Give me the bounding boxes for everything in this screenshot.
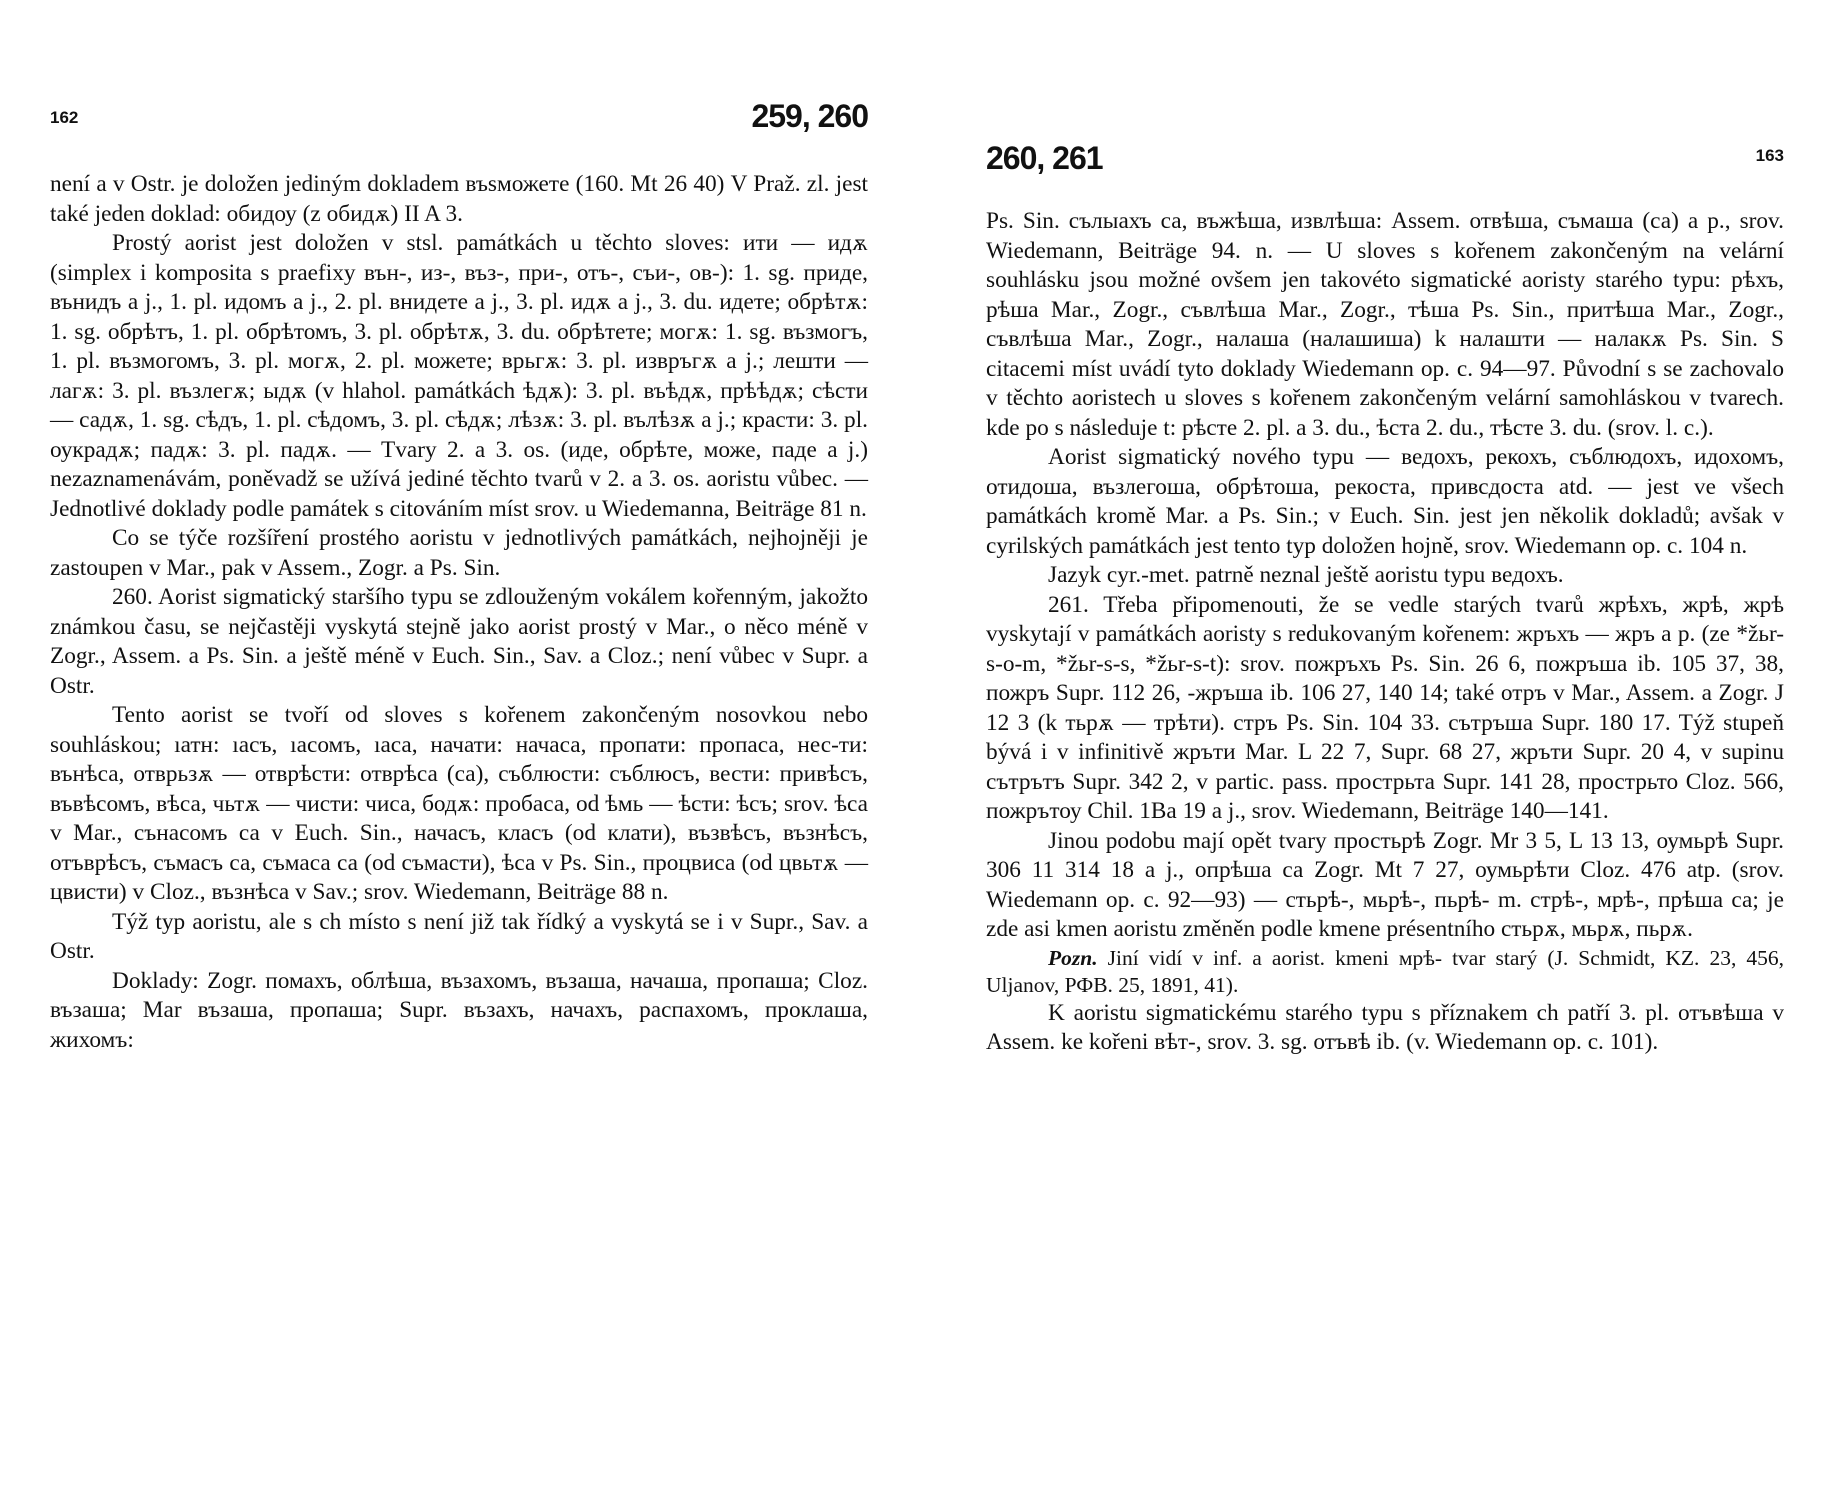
- paragraph: Jazyk cyr.-met. patrně neznal ještě aoristu typu ведохъ.: [1048, 562, 1564, 588]
- footnote: [986, 945, 1784, 999]
- running-head: 259, 260: [751, 98, 868, 134]
- left-page-body: [50, 170, 868, 1055]
- paragraph: Prostý aorist jest doložen v stsl. památkách u těchto sloves: ити — идѫ (simplex i komposita s praefixy вън-, из-, въз-, при-, отъ-, съи-, ов-): 1. sg. приде, вънидъ a j., 1. pl. идомъ a j., 2. pl. внидете a j., 3. pl. идѫ a j., 3. du. идете; обрѣтѫ: 1. sg. обрѣтъ, 1. pl. обрѣтомъ, 3. pl. обрѣтѫ, 3. du. обрѣтете; могѫ: 1. sg. възмогъ, 1. pl. възмогомъ, 3. pl. могѫ, 2. pl. можете; врьгѫ: 3. pl. извръгѫ a j.; лешти — лагѫ: 3. pl. възлегѫ; ыдѫ (v hlahol. památkách ѣдѫ): 3. pl. въѣдѫ, прѣѣдѫ; сѣсти — садѫ, 1. sg. сѣдъ, 1. pl. сѣдомъ, 3. pl. сѣдѫ; лѣзѫ: 3. pl. вълѣзѫ a j.; красти: 3. pl. оукрадѫ; падѫ: 3. pl. падѫ. — Tvary 2. a 3. os. (иде, обрѣте, може, паде a j.) nezaznamenávám, poněvadž se užívá jediné těchto tvarů v 2. a 3. os. aoristu vůbec. — Jednotlivé doklady podle památek s citováním míst srov. u Wiedemanna, Beiträge 81 n.: [50, 230, 868, 522]
- paragraph: 260. Aorist sigmatický staršího typu se zdlouženým vokálem kořenným, jakožto známkou času, se nejčastěji vyskytá stejně jako aorist prostý v Mar., o něco méně v Zogr., Assem. a Ps. Sin. a ještě méně v Euch. Sin., Sav. a Cloz.; není vůbec v Supr. a Ostr.: [50, 584, 868, 699]
- paragraph: Tento aorist se tvoří od sloves s kořenem zakončeným nosovkou nebo souhláskou; ıатн: ıасъ, ıасомъ, ıаса, начати: начаса, пропати: пропаса, нес-ти: вънѣса, отврьзѫ — отврѣсти: отврѣса (са), съблюсти: съблюсъ, вести: привѣсъ, въвѣсомъ, вѣса, чьтѫ — чисти: чиса, бодѫ: пробаса, od ѣмь — ѣсти: ѣсъ; srov. ѣса v Mar., сънасомъ са v Euch. Sin., начасъ, класъ (od клати), възвѣсъ, възнѣсъ, отъврѣсъ, съмасъ са, съмаса са (od съмасти), ѣса v Ps. Sin., процвиса (od цвьтѫ — цвисти) v Cloz., възнѣса v Sav.; srov. Wiedemann, Beiträge 88 n.: [50, 702, 868, 905]
- right-page-header: [986, 140, 1784, 180]
- paragraph: Doklady: Zogr. помахъ, облѣша, възахомъ, възаша, начаша, пропаша; Cloz. възаша; Mar възаша, пропаша; Supr. възахъ, начахъ, распахомъ, проклаша, жихомъ:: [50, 967, 868, 1053]
- paragraph: Týž typ aoristu, ale s ch místo s není již tak řídký a vyskytá se i v Supr., Sav. a Ostr.: [50, 908, 868, 964]
- note-label: Pozn.: [1048, 945, 1098, 970]
- page-number: 163: [1755, 146, 1784, 165]
- paragraph: Aorist sigmatický nového typu — ведохъ, рекохъ, съблюдохъ, идохомъ, отидоша, възлегоша, обрѣтоша, рекоста, привсдоста atd. — jest ve všech památkách kromě Mar. a Ps. Sin.; v Euch. Sin. jest jen několik dokladů; avšak v cyrilských památkách jest tento typ doložen hojně, srov. Wiedemann op. c. 104 n.: [986, 444, 1784, 559]
- paragraph: Ps. Sin. сълыахъ са, въжѣша, извлѣша: Assem. отвѣша, съмаша (са) a p., srov. Wiedemann, Beiträge 94. n. — U sloves s kořenem zakončeným na velární souhlásku jsou možné ovšem jen takovéto sigmatické aoristy starého typu: рѣхъ, рѣша Mar., Zogr., съвлѣша Mar., Zogr., тѣша Ps. Sin., притѣша Mar., Zogr., съвлѣша Mar., Zogr., налаша (налашиша) k налашти — налакѫ Ps. Sin. S citacemi míst uvádí tyto doklady Wiedemann op. c. 94—97. Původní s se zachovalo v těchto aoristech u sloves s kořenem zakončeným velární samohláskou v tvarech. kde po s následuje t: рѣсте 2. pl. a 3. du., ѣста 2. du., тѣсте 3. du. (srov. l. c.).: [986, 208, 1784, 441]
- paragraph: 261. Třeba připomenouti, že se vedle starých tvarů жрѣхъ, жрѣ, жрѣ vyskytají v památkách aoristy s redukovaným kořenem: жръхъ — жръ a p. (ze *žьr-s-o-m, *žьr-s-s, *žьr-s-t): srov. пожръхъ Ps. Sin. 26 6, пожръша ib. 105 37, 38, пожръ Supr. 112 26, -жръша ib. 106 27, 140 14; také отръ v Mar., Assem. a Zogr. J 12 3 (k тьрѫ — трѣти). стръ Ps. Sin. 104 33. сътръша Supr. 180 17. Týž stupeň bývá i v infinitivě жръти Mar. L 22 7, Supr. 68 27, жръти Supr. 20 4, v supinu сътрътъ Supr. 342 2, v partic. pass. прострьта Supr. 141 28, прострьто Cloz. 566, пожрътоу Chil. 1Ba 19 a j., srov. Wiedemann, Beiträge 140—141.: [986, 591, 1784, 824]
- note-text: Jiní vidí v inf. a aorist. kmeni мрѣ- tvar starý (J. Schmidt, KZ. 23, 456, Uljanov, РФВ. 25, 1891, 41).: [986, 945, 1784, 997]
- right-page-body: [986, 207, 1784, 1058]
- paragraph: Jinou podobu mají opět tvary простьрѣ Zogr. Mr 3 5, L 13 13, оумьрѣ Supr. 306 11 314 18 a j., опрѣша са Zogr. Mt 7 27, оумьрѣти Cloz. 476 atp. (srov. Wiedemann op. c. 92—93) — стьрѣ-, мьрѣ-, пьрѣ- m. стрѣ-, мрѣ-, прѣша са; je zde asi kmen aoristu změněn podle kmene présentního стьрѫ, мьрѫ, пьрѫ.: [986, 827, 1784, 942]
- paragraph: Co se týče rozšíření prostého aoristu v jednotlivých památkách, nejhojněji je zastoupen v Mar., pak v Assem., Zogr. a Ps. Sin.: [50, 525, 868, 581]
- page-number: 162: [50, 108, 79, 127]
- running-head: 260, 261: [986, 140, 1103, 176]
- paragraph: není a v Ostr. je doložen jediným dokladem въsможете (160. Mt 26 40) V Praž. zl. jest také jeden doklad: обидоу (z обидѫ) II A 3.: [50, 171, 868, 227]
- paragraph: K aoristu sigmatickému starého typu s příznakem ch patří 3. pl. отъвѣша v Assem. ke kořeni вѣт-, srov. 3. sg. отъвѣ ib. (v. Wiedemann op. c. 101).: [986, 999, 1784, 1055]
- left-page-header: [50, 98, 868, 138]
